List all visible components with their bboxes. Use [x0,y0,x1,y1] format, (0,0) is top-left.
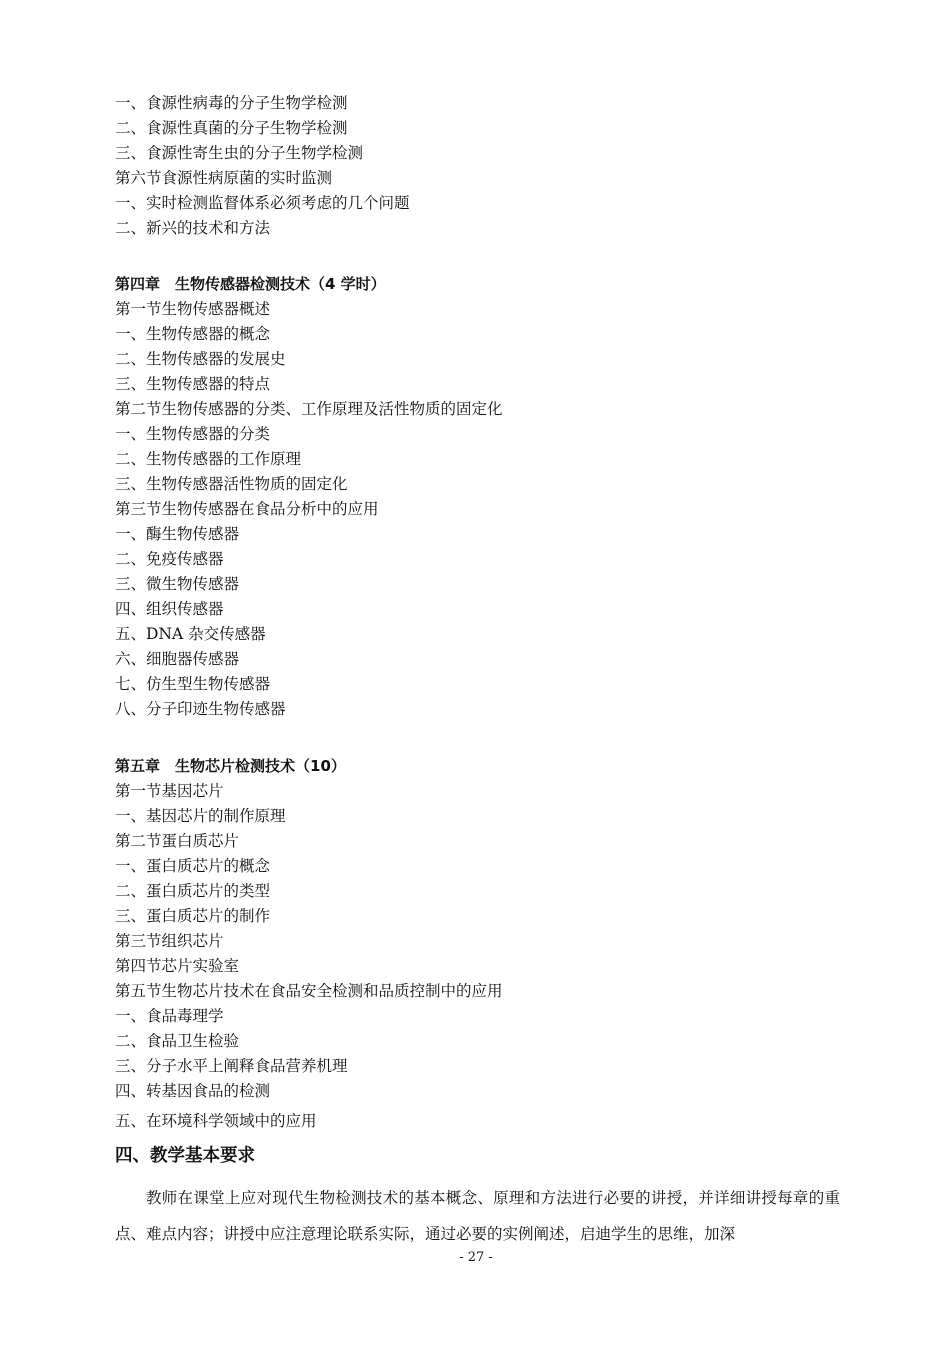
list-item: 第三节生物传感器在食品分析中的应用 [115,500,379,518]
list-item: 七、仿生型生物传感器 [115,675,271,693]
list-item: 三、食源性寄生虫的分子生物学检测 [115,144,364,162]
list-item: 第六节食源性病原菌的实时监测 [115,169,333,187]
section-4-paragraph: 教师在课堂上应对现代生物检测技术的基本概念、原理和方法进行必要的讲授，并详细讲授每章的重点、难点内容；讲授中应注意理论联系实际，通过必要的实例阐述，启迪学生的思维，加深 [115,1189,840,1243]
list-item: 二、食源性真菌的分子生物学检测 [115,119,348,137]
list-item: 五、DNA 杂交传感器 [115,625,266,643]
chapter-5-title: 第五章 生物芯片检测技术（10） [115,757,346,775]
list-item: 第四节芯片实验室 [115,957,240,975]
list-item: 二、生物传感器的发展史 [115,350,286,368]
spacer [115,241,840,272]
list-item: 三、生物传感器的特点 [115,375,271,393]
list-item: 二、生物传感器的工作原理 [115,450,302,468]
list-item: 四、转基因食品的检测 [115,1082,271,1100]
list-item: 八、分子印迹生物传感器 [115,700,286,718]
list-item: 一、食品毒理学 [115,1007,224,1025]
list-item: 五、在环境科学领域中的应用 [115,1112,317,1130]
list-item: 三、微生物传感器 [115,575,240,593]
list-item: 一、生物传感器的概念 [115,325,271,343]
list-item: 二、免疫传感器 [115,550,224,568]
list-item: 一、生物传感器的分类 [115,425,271,443]
list-item: 第一节生物传感器概述 [115,300,271,318]
list-item: 一、蛋白质芯片的概念 [115,857,271,875]
list-item: 三、分子水平上阐释食品营养机理 [115,1057,348,1075]
list-item: 一、酶生物传感器 [115,525,240,543]
list-item: 三、生物传感器活性物质的固定化 [115,475,348,493]
list-item: 四、组织传感器 [115,600,224,618]
list-item: 第三节组织芯片 [115,932,224,950]
list-item: 三、蛋白质芯片的制作 [115,907,271,925]
page-number: - 27 - [459,1250,493,1265]
list-item: 六、细胞器传感器 [115,650,240,668]
chapter-4-title: 第四章 生物传感器检测技术（4 学时） [115,275,386,293]
page-content [115,91,840,1252]
list-item: 二、蛋白质芯片的类型 [115,882,271,900]
list-item: 一、实时检测监督体系必须考虑的几个问题 [115,194,410,212]
list-item: 第二节蛋白质芯片 [115,832,240,850]
list-item: 第二节生物传感器的分类、工作原理及活性物质的固定化 [115,400,503,418]
list-item: 二、新兴的技术和方法 [115,219,271,237]
section-4 [115,1140,840,1252]
section-4-title: 四、教学基本要求 [115,1146,255,1166]
chapter-4 [115,272,840,722]
list-item: 一、食源性病毒的分子生物学检测 [115,94,348,112]
spacer [115,722,840,754]
chapter-5 [115,754,840,1134]
list-item: 二、食品卫生检验 [115,1032,240,1050]
list-item: 第五节生物芯片技术在食品安全检测和品质控制中的应用 [115,982,503,1000]
list-block-1 [115,91,840,241]
list-item: 一、基因芯片的制作原理 [115,807,286,825]
list-item: 第一节基因芯片 [115,782,224,800]
